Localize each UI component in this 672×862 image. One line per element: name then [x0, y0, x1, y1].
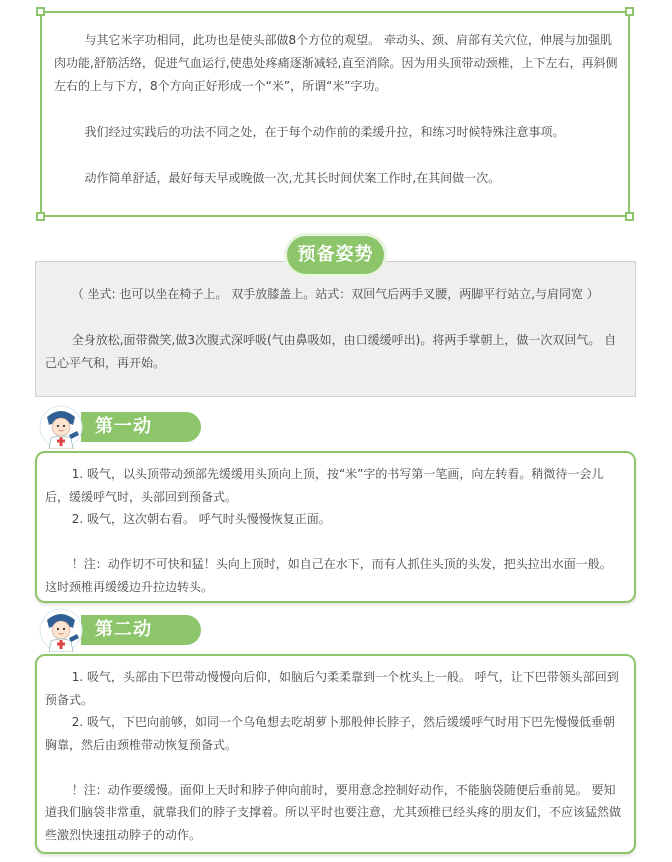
- move2-paragraph: ！注：动作要缓慢。面仰上天时和脖子伸向前时，要用意念控制好动作，不能脑袋随便后垂前晃。 要知道我们脑袋非常重，就靠我们的脖子支撑着。所以平时也要注意，尤其颈椎已经头疼的朋友们，不应该猛然做些激烈快速扭动脖子的动作。: [45, 782, 622, 842]
- corner-handle-bottom-right: [625, 212, 634, 221]
- move1-text: [45, 463, 624, 598]
- move1-paragraph: ！注：动作切不可快和猛！头向上顶时，如自己在水下，而有人抓住头顶的头发，把头拉出水面一般。 这时颈椎再缓缓边升拉边转头。: [45, 557, 616, 594]
- prep-text: [45, 283, 623, 375]
- move2-paragraph: 1. 吸气，头部由下巴带动慢慢向后仰，如脑后勺柔柔靠到一个枕头上一般。 呼气，让下巴带领头部回到预备式。: [45, 670, 619, 707]
- prep-paragraph: （ 坐式: 也可以坐在椅子上。 双手放膝盖上。站式：双回气后两手叉腰，两脚平行站立,与肩同宽 ）: [45, 287, 599, 301]
- move2-box: [35, 654, 636, 854]
- intro-paragraph: 动作简单舒适，最好每天早或晚做一次,尤其长时间伏案工作时,在其间做一次。: [54, 171, 501, 185]
- corner-handle-top-left: [36, 7, 45, 16]
- intro-paragraph: 我们经过实践后的功法不同之处，在于每个动作前的柔缓升拉，和练习时候特殊注意事项。: [54, 125, 565, 139]
- move1-paragraph: 1. 吸气，以头顶带动颈部先缓缓用头顶向上顶，按“米”字的书写第一笔画，向左转看。稍微待一会儿后，缓缓呼气时，头部回到预备式。: [45, 467, 604, 504]
- move2-paragraph: 2. 吸气，下巴向前够，如同一个乌龟想去吃胡萝卜那般伸长脖子，然后缓缓呼气时用下巴先慢慢低垂朝胸靠，然后由颈椎带动恢复预备式。: [45, 715, 615, 752]
- move1-header: [35, 405, 175, 449]
- prep-paragraph: 全身放松,面带微笑,做3次腹式深呼吸(气由鼻吸如，由口缓缓呼出)。将两手掌朝上，做一次双回气。 自己心平气和，再开始。: [45, 333, 617, 370]
- prep-box: [35, 261, 636, 397]
- intro-box: [40, 11, 630, 217]
- move2-header: [35, 608, 175, 652]
- move2-title: 第二动: [81, 615, 201, 645]
- corner-handle-top-right: [625, 7, 634, 16]
- prep-title: 预备姿势: [287, 236, 384, 274]
- intro-paragraph: 与其它米字功相同，此功也是使头部做8个方位的观望。 牵动头、颈、肩部有关穴位，伸展与加强肌肉功能,舒筋活络，促进气血运行,使患处疼痛逐渐减轻,直至消除。因为用头顶带动颈椎，上下左右，再斜侧左右的上与下方，8个方向正好形成一个“米”，所谓“米”字功。: [54, 33, 618, 93]
- move2-text: [45, 666, 624, 846]
- move1-title: 第一动: [81, 412, 201, 442]
- intro-text: [54, 29, 618, 190]
- cartoon-doctor-icon: [39, 608, 83, 652]
- corner-handle-bottom-left: [36, 212, 45, 221]
- move1-box: [35, 451, 636, 603]
- move1-paragraph: 2. 吸气，这次朝右看。 呼气时头慢慢恢复正面。: [45, 512, 331, 526]
- cartoon-doctor-icon: [39, 405, 83, 449]
